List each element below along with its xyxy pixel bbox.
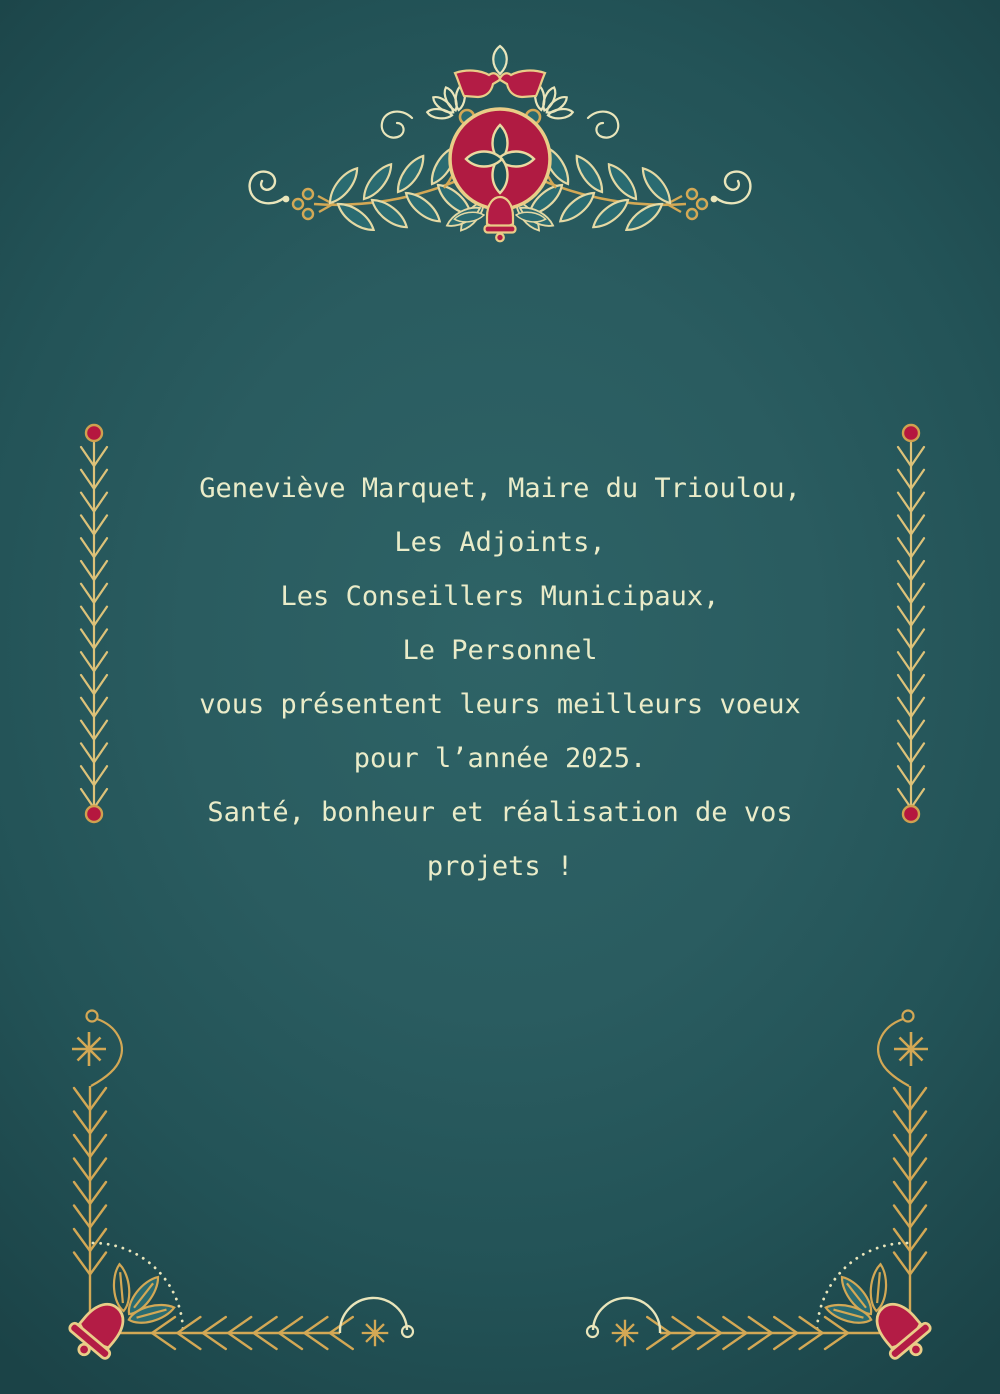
message-line: Geneviève Marquet, Maire du Trioulou,: [199, 473, 801, 504]
message-line: Santé, bonheur et réalisation de vos: [207, 797, 793, 828]
message-line: projets !: [426, 851, 574, 882]
top-floral-birds-bell-ornament-icon: [220, 38, 780, 250]
message-line: Les Adjoints,: [394, 527, 606, 558]
message-line: Les Conseillers Municipaux,: [280, 581, 720, 612]
left-border-chevron-ornament-icon: [64, 420, 124, 824]
bottom-right-corner-ornament-icon: [600, 1000, 980, 1380]
message-line: pour l’année 2025.: [353, 743, 647, 774]
message-line: vous présentent leurs meilleurs voeux: [199, 689, 801, 720]
message-line: Le Personnel: [402, 635, 598, 666]
message-block: [0, 462, 1000, 894]
right-border-chevron-ornament-icon: [881, 420, 941, 824]
bottom-left-corner-ornament-icon: [20, 1000, 400, 1380]
